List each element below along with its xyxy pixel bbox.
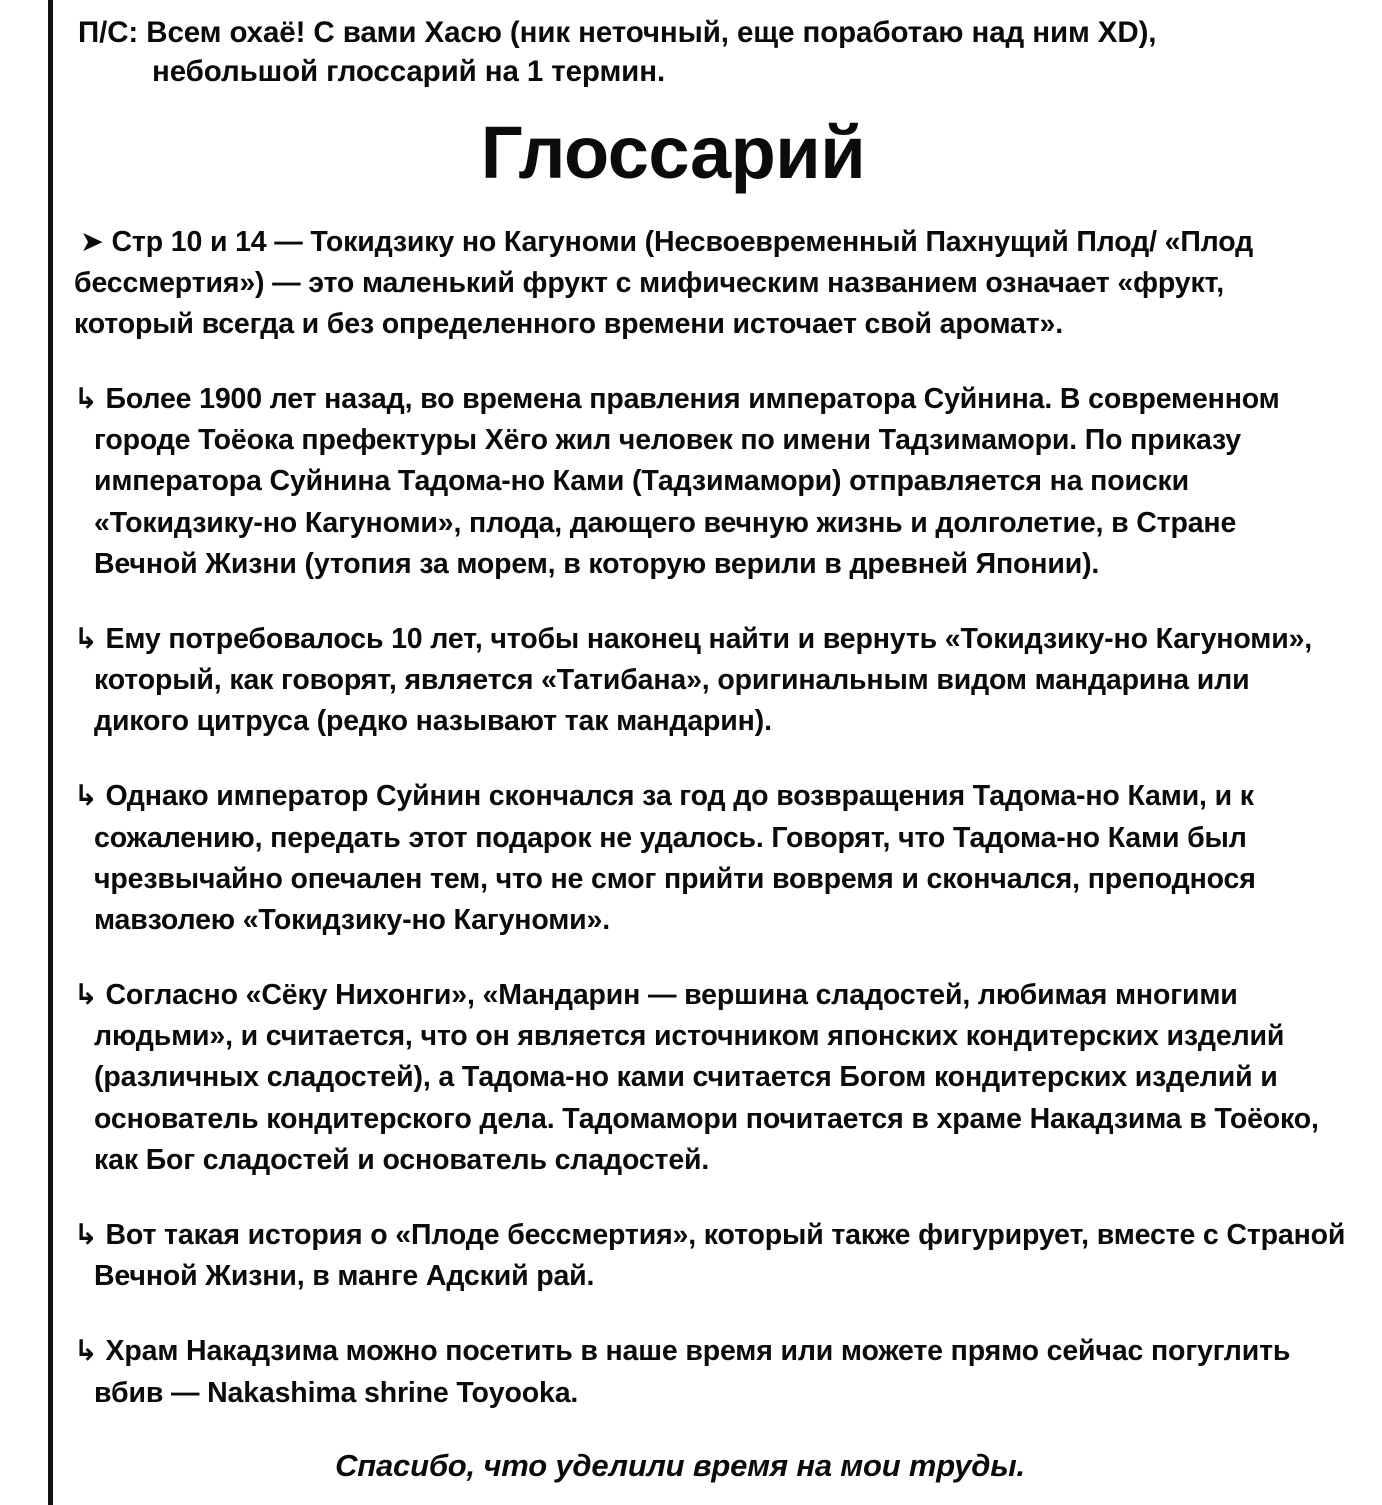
arrow-bullet-icon: ↳ [74,1335,98,1368]
glossary-paragraph-text: Более 1900 лет назад, во времена правления императора Суйнина. В современном городе Тоёока префектуры Хёго жил человек по имени Тадзимамори. По приказу императора Суйнина Тадома-но Ками (Тадзимамори) отправляется на поиски «Токидзику-но Кагуноми», плода, дающего вечную жизнь и долголетие, в Стране Вечной Жизни (утопия за морем, в которую верили в древней Японии). [94,383,1280,580]
glossary-paragraph-text: Храм Накадзима можно посетить в наше время или можете прямо сейчас погуглить вбив — Nakashima shrine Toyooka. [94,1335,1291,1409]
arrow-bullet-icon: ↳ [74,383,98,416]
page-title: Глоссарий [480,110,866,194]
arrow-bullet-icon: ↳ [74,979,98,1012]
arrow-bullet-icon: ↳ [74,780,98,813]
arrow-bullet-icon: ↳ [74,1219,98,1251]
glossary-paragraph-text: Вот такая история о «Плоде бессмертия», который также фигурирует, вместе с Страной Вечной Жизни, в манге Адский рай. [94,1219,1346,1293]
glossary-paragraph-text: Ему потребовалось 10 лет, чтобы наконец найти и вернуть «Токидзику-но Кагуноми», который, как говорят, является «Татибана», оригинальным видом мандарина или дикого цитруса (редко называют так мандарин). [94,622,1313,738]
glossary-paragraph [74,619,1346,743]
glossary-paragraph [74,379,1346,585]
glossary-paragraph [74,776,1346,941]
glossary-paragraph [74,975,1346,1181]
glossary-paragraph [74,1331,1346,1413]
glossary-paragraph-text: Стр 10 и 14 — Токидзику но Кагуноми (Несвоевременный Пахнущий Плод/ «Плод бессмертия») — это маленький фрукт с мифическим названием означает «фрукт, который всегда и без определенного времени источает свой аромат». [74,225,1254,340]
arrow-bullet-icon: ↳ [74,622,98,655]
header-note [74,14,1346,92]
glossary-paragraph-text: Однако император Суйнин скончался за год до возвращения Тадома-но Ками, и к сожалению, передать этот подарок не удалось. Говорят, что Тадома-но Ками был чрезвычайно опечален тем, что не смог прийти вовремя и скончался, преподнося мавзолею «Токидзику-но Кагуноми». [94,780,1256,936]
glossary-paragraph [74,222,1336,346]
header-note-line2: небольшой глоссарий на 1 термин. [152,54,666,88]
glossary-entries [74,222,1346,1414]
closing-thanks-line: Спасибо, что уделили время на мои труды. [335,1447,1025,1483]
glossary-paragraph [74,1215,1346,1297]
header-note-prefix: П/С: [78,16,139,49]
glossary-paragraph-text: Согласно «Сёку Нихонги», «Мандарин — вершина сладостей, любимая многими людьми», и считается, что он является источником японских кондитерских изделий (различных сладостей), а Тадома-но ками считается Богом кондитерских изделий и основатель кондитерского дела. Тадомамори почитается в храме Накадзима в Тоёоко, как Бог сладостей и основатель сладостей. [94,979,1319,1176]
page-content [74,0,1346,1484]
triangle-bullet-icon: ➤ [80,225,104,258]
header-note-line1: Всем охаё! С вами Хасю (ник неточный, еще поработаю над ним XD), [138,16,1157,49]
left-vertical-rule [48,0,53,1505]
